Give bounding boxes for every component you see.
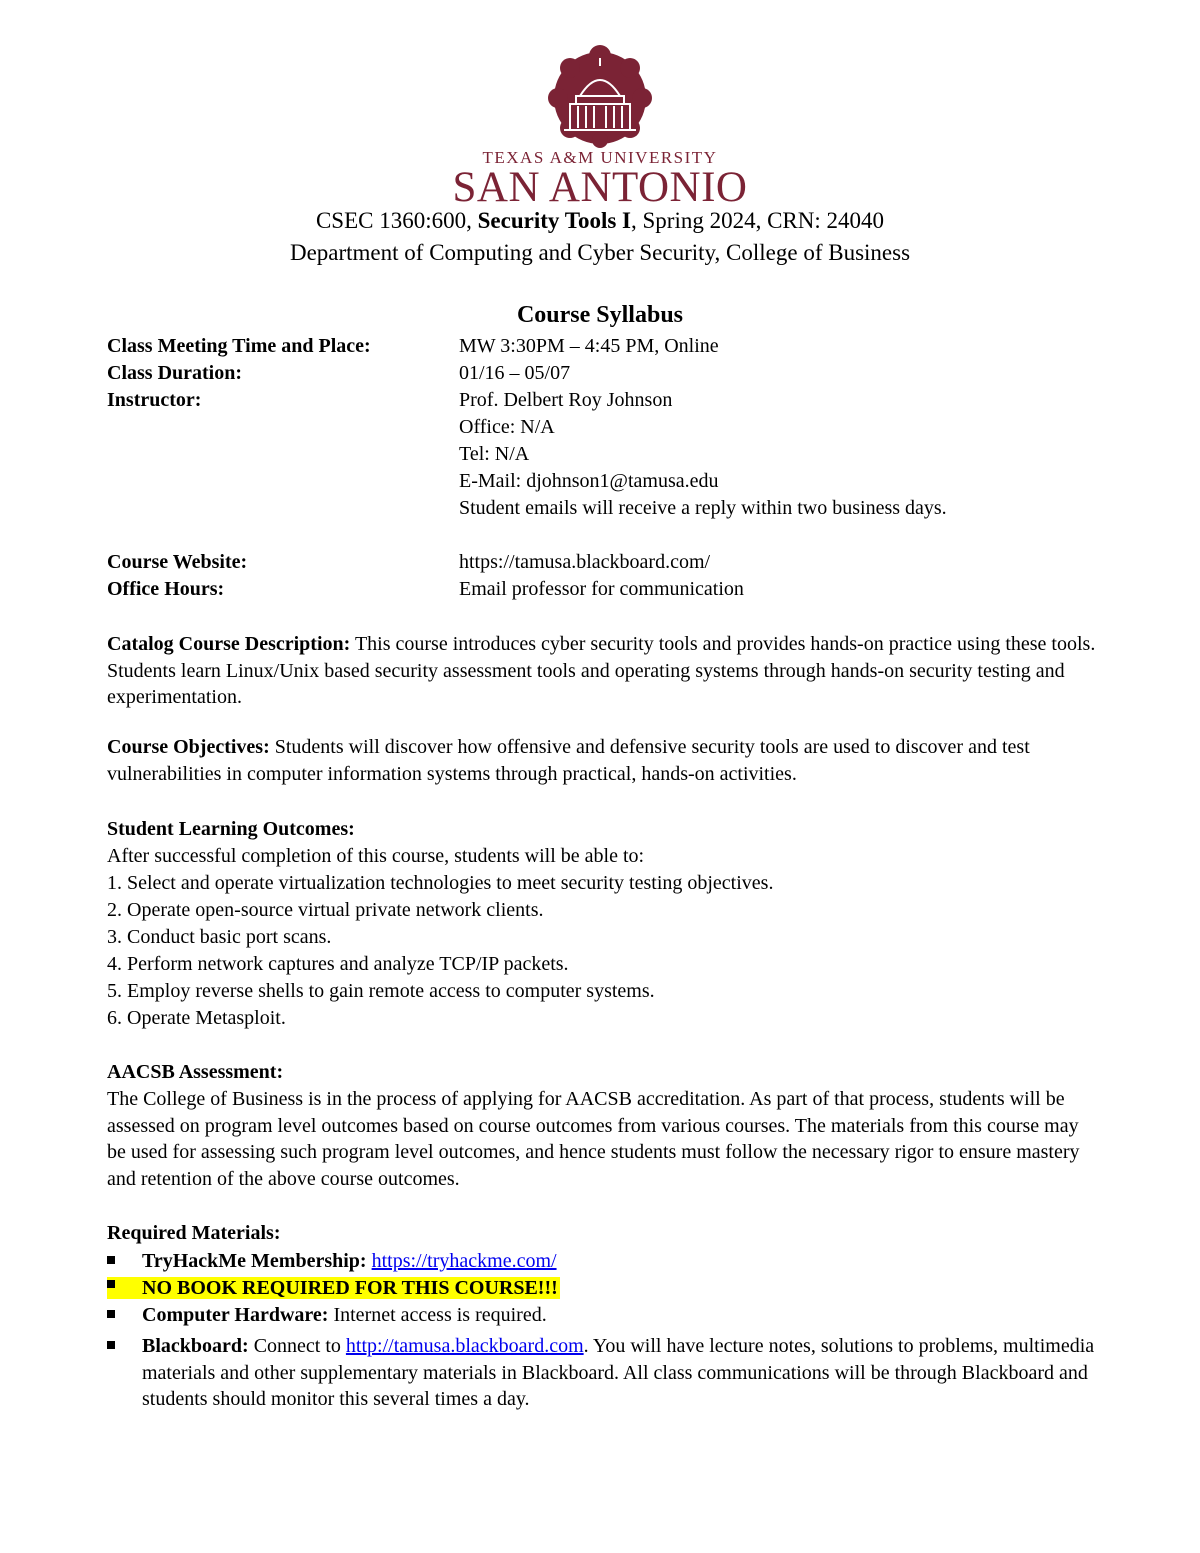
department-line: Department of Computing and Cyber Security, College of Business xyxy=(289,240,911,265)
university-logo xyxy=(446,44,754,214)
bullet-square-icon xyxy=(107,1341,115,1349)
email-value: E-Mail: djohnson1@tamusa.edu xyxy=(459,470,719,492)
aacsb-text: The College of Business is in the process of applying for AACSB accreditation. As part of that process, students will be assessed on program level outcomes based on course outcomes from various courses. The materials from this course may be used for assessing such program level outcomes, and hence students must follow the necessary rigor to ensure mastery and retention of the above course outcomes. xyxy=(107,1088,1080,1190)
office-hours-label: Office Hours: xyxy=(107,578,225,600)
office-hours-value: Email professor for communication xyxy=(459,578,744,600)
tel-value: Tel: N/A xyxy=(459,443,530,465)
course-objectives xyxy=(107,734,1097,787)
catalog-label: Catalog Course Description: xyxy=(107,633,351,655)
objectives-text: Students will discover how offensive and defensive security tools are used to discover and test vulnerabilities in computer information systems through practical, hands-on activities. xyxy=(107,736,1030,785)
course-header xyxy=(0,207,1200,235)
materials-heading-text: Required Materials: xyxy=(107,1222,281,1244)
meeting-value: MW 3:30PM – 4:45 PM, Online xyxy=(459,335,719,357)
hardware-label: Computer Hardware: xyxy=(142,1304,329,1326)
instructor-label: Instructor: xyxy=(107,389,202,411)
website-label: Course Website: xyxy=(107,551,248,573)
materials-heading xyxy=(107,1220,281,1246)
outcome-item: 2. Operate open-source virtual private network clients. xyxy=(107,899,544,921)
blackboard-link[interactable]: http://tamusa.blackboard.com xyxy=(345,1335,584,1357)
instructor-name: Prof. Delbert Roy Johnson xyxy=(459,389,673,411)
blackboard-label: Blackboard: xyxy=(142,1335,249,1357)
outcomes-heading-text: Student Learning Outcomes: xyxy=(107,818,355,840)
outcome-item: 4. Perform network captures and analyze TCP/IP packets. xyxy=(107,953,569,975)
course-term: , Spring 2024, CRN: 24040 xyxy=(631,208,885,233)
hardware-text: Internet access is required. xyxy=(328,1304,547,1326)
page-title: Course Syllabus xyxy=(516,302,684,328)
reply-note: Student emails will receive a reply within two business days. xyxy=(459,497,947,519)
duration-value: 01/16 – 05/07 xyxy=(459,362,571,384)
blackboard-pre: Connect to xyxy=(248,1335,346,1357)
aacsb-heading-text: AACSB Assessment: xyxy=(107,1061,284,1083)
catalog-text: This course introduces cyber security tools and provides hands-on practice using these tools. Students learn Linux/Unix based security assessment tools and operating systems through hands-on security testing and experimentation. xyxy=(107,633,1096,708)
outcomes-heading xyxy=(107,816,355,842)
course-code: CSEC 1360:600, xyxy=(315,208,478,233)
aacsb-heading xyxy=(107,1059,283,1085)
bullet-square-icon xyxy=(107,1256,115,1264)
outcomes-intro: After successful completion of this course, students will be able to: xyxy=(107,845,645,867)
course-name: Security Tools I xyxy=(477,208,631,233)
meeting-label: Class Meeting Time and Place: xyxy=(107,335,371,357)
outcome-item: 3. Conduct basic port scans. xyxy=(107,926,332,948)
outcome-item: 6. Operate Metasploit. xyxy=(107,1007,286,1029)
catalog-description xyxy=(107,631,1097,711)
logo-campus-text: SAN ANTONIO xyxy=(452,164,748,211)
no-book-notice: NO BOOK REQUIRED FOR THIS COURSE!!! xyxy=(142,1277,558,1299)
objectives-label: Course Objectives: xyxy=(107,736,270,758)
tryhackme-label: TryHackMe Membership: xyxy=(142,1250,367,1272)
office-value: Office: N/A xyxy=(459,416,555,438)
website-value: https://tamusa.blackboard.com/ xyxy=(459,551,711,573)
dome-seal-icon xyxy=(446,44,754,148)
tryhackme-link[interactable]: https://tryhackme.com/ xyxy=(371,1250,557,1272)
logo-university-text: TEXAS A&M UNIVERSITY xyxy=(482,148,718,167)
outcome-item: 1. Select and operate virtualization technologies to meet security testing objectives. xyxy=(107,872,774,894)
outcome-item: 5. Employ reverse shells to gain remote access to computer systems. xyxy=(107,980,655,1002)
duration-label: Class Duration: xyxy=(107,362,243,384)
blackboard-post: . You will have lecture notes, solutions to problems, multimedia materials and other supplementary materials in Blackboard. All class communications will be through Blackboard and students should monitor this several times a day. xyxy=(142,1335,1095,1410)
bullet-square-icon xyxy=(107,1310,115,1318)
